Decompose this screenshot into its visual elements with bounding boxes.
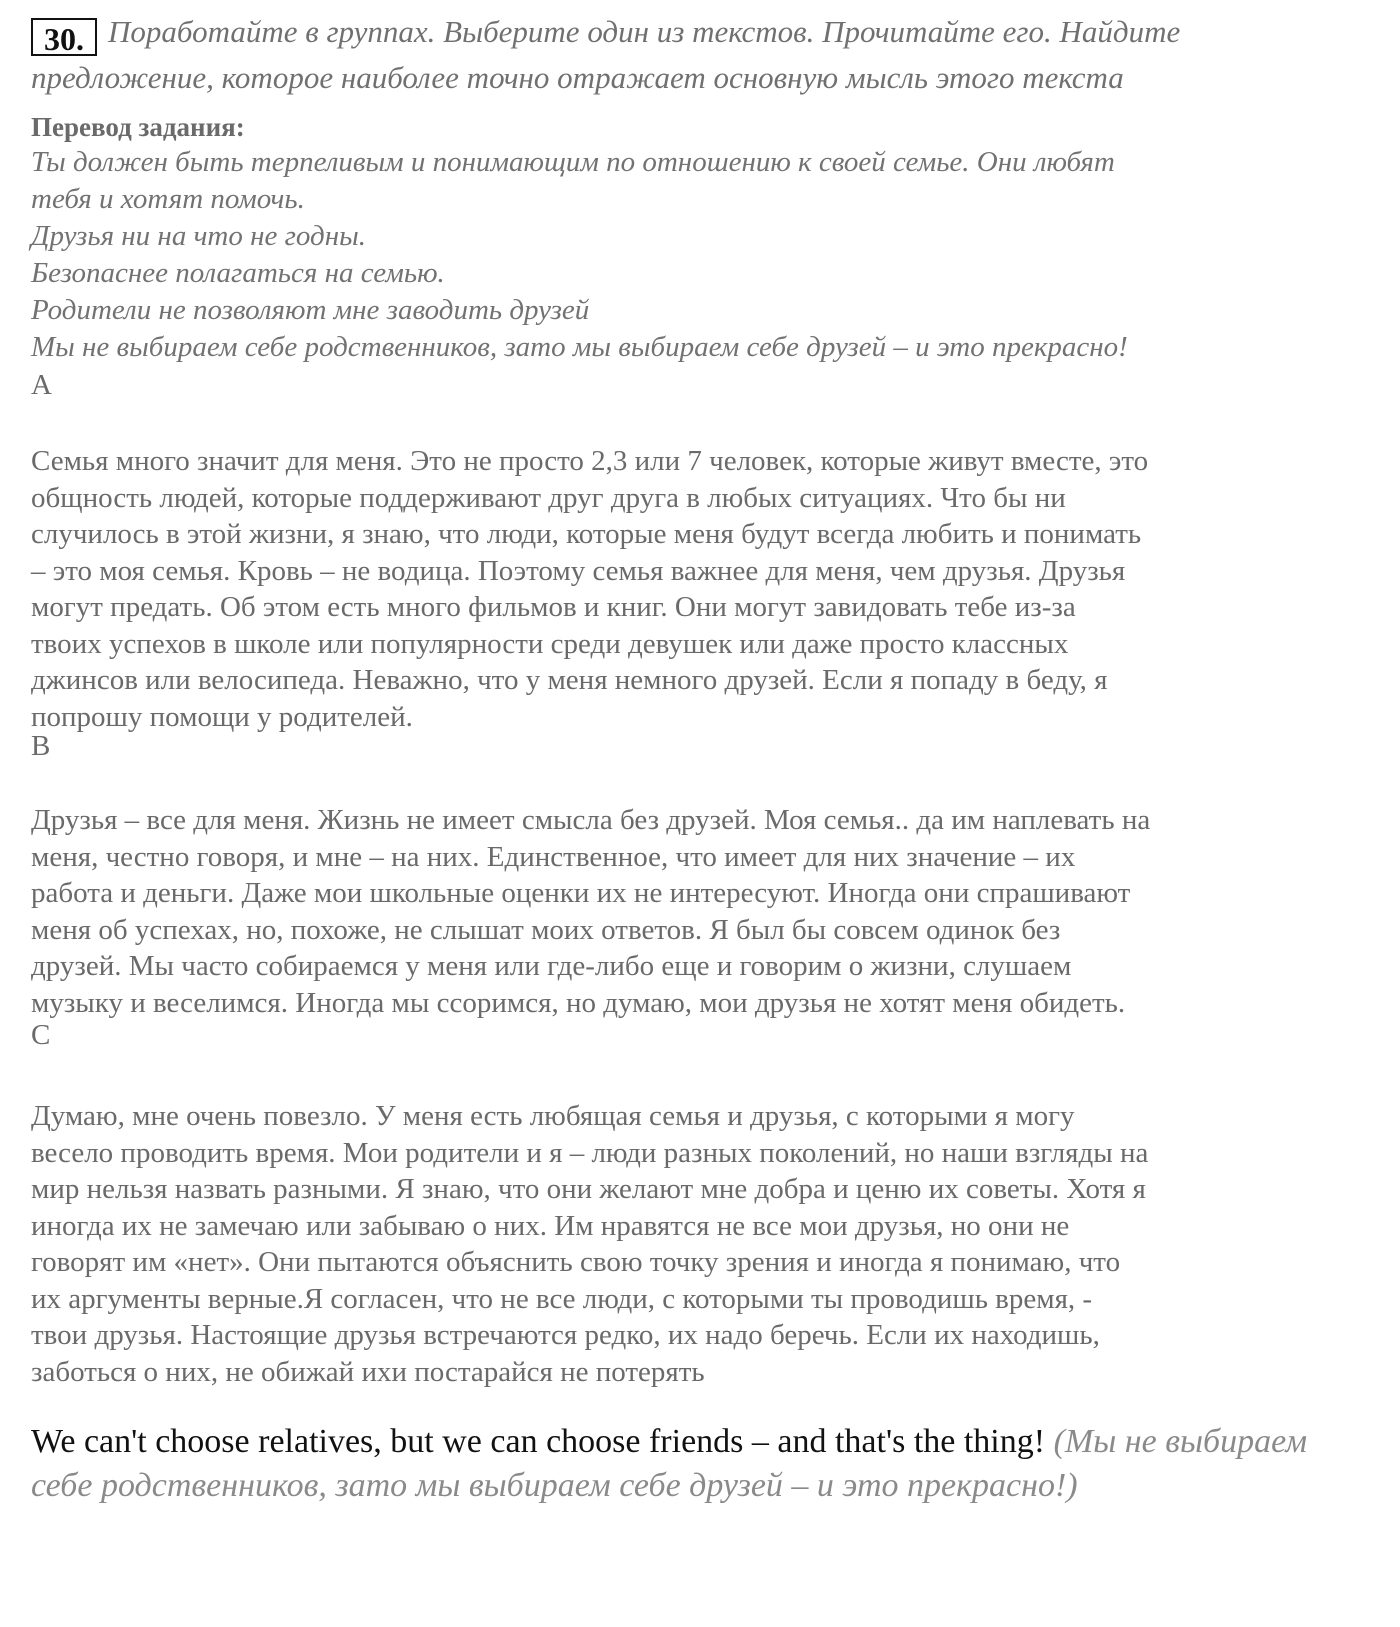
paragraph-line: иногда их не замечаю или забываю о них. Им нравятся не все мои друзья, но они не bbox=[31, 1209, 1070, 1242]
paragraph-line: говорят им «нет». Они пытаются объяснить свою точку зрения и иногда я понимаю, что bbox=[31, 1246, 1121, 1278]
paragraph-line: меня об успехах, но, похоже, не слышат моих ответов. Я был бы совсем одинок без bbox=[31, 913, 1061, 946]
text-letter-a: A bbox=[31, 369, 52, 401]
paragraph-line: друзей. Мы часто собираемся у меня или где-либо еще и говорим о жизни, слушаем bbox=[31, 950, 1072, 982]
text-a-paragraph bbox=[31, 443, 1148, 735]
paragraph-line: работа и деньги. Даже мои школьные оценки их не интересуют. Иногда они спрашивают bbox=[31, 877, 1131, 909]
text-b-paragraph bbox=[31, 802, 1150, 1021]
paragraph-line: общность людей, которые поддерживают друг друга в любых ситуациях. Что бы ни bbox=[31, 481, 1066, 514]
paragraph-line: Думаю, мне очень повезло. У меня есть любящая семья и друзья, с которыми я могу bbox=[31, 1100, 1075, 1132]
translation-line: Друзья ни на что не годны. bbox=[31, 220, 366, 252]
paragraph-line: музыку и веселимся. Иногда мы ссоримся, но думаю, мои друзья не хотят меня обидеть. bbox=[31, 986, 1126, 1019]
translation-list bbox=[31, 144, 1128, 366]
task-number-box: 30. bbox=[31, 18, 97, 56]
paragraph-line: их аргументы верные.Я согласен, что не все люди, с которыми ты проводишь время, - bbox=[31, 1282, 1093, 1315]
paragraph-line: – это моя семья. Кровь – не водица. Поэтому семья важнее для меня, чем друзья. Друзья bbox=[31, 554, 1126, 587]
translation-heading: Перевод задания: bbox=[31, 112, 245, 142]
paragraph-line: твоих успехов в школе или популярности среди девушек или даже просто классных bbox=[31, 627, 1069, 660]
paragraph-line: случилось в этой жизни, я знаю, что люди, которые меня будут всегда любить и понимать bbox=[31, 518, 1142, 550]
paragraph-line: Друзья – все для меня. Жизнь не имеет смысла без друзей. Моя семья.. да им наплевать на bbox=[31, 804, 1151, 836]
translation-line: Безопаснее полагаться на семью. bbox=[31, 257, 445, 289]
paragraph-line: весело проводить время. Мои родители и я – люди разных поколений, но наши взгляды на bbox=[31, 1136, 1149, 1169]
paragraph-line: Семья много значит для меня. Это не просто 2,3 или 7 человек, которые живут вместе, это bbox=[31, 445, 1149, 477]
text-letter-b: B bbox=[31, 730, 51, 762]
paragraph-line: попрошу помощи у родителей. bbox=[31, 700, 413, 733]
paragraph-line: твои друзья. Настоящие друзья встречаются редко, их надо беречь. Если их находишь, bbox=[31, 1319, 1100, 1351]
paragraph-line: джинсов или велосипеда. Неважно, что у меня немного друзей. Если я попаду в беду, я bbox=[31, 664, 1108, 696]
answer-block bbox=[31, 1420, 1331, 1508]
translation-line: тебя и хотят помочь. bbox=[31, 183, 305, 215]
task-instruction-line-1: Поработайте в группах. Выберите один из текстов. Прочитайте его. Найдите bbox=[108, 14, 1181, 49]
answer-english: We can't choose relatives, but we can choose friends – and that's the thing! bbox=[31, 1423, 1054, 1460]
text-letter-c: C bbox=[31, 1019, 51, 1051]
translation-line: Мы не выбираем себе родственников, зато мы выбираем себе друзей – и это прекрасно! bbox=[31, 331, 1128, 363]
translation-line: Ты должен быть терпеливым и понимающим по отношению к своей семье. Они любят bbox=[31, 146, 1115, 178]
answer-russian: (Мы не выбираем себе родственников, зато мы выбираем себе друзей – и это прекрасно!) bbox=[31, 1423, 1308, 1504]
paragraph-line: меня, честно говоря, и мне – на них. Единственное, что имеет для них значение – их bbox=[31, 840, 1076, 873]
paragraph-line: могут предать. Об этом есть много фильмов и книг. Они могут завидовать тебе из-за bbox=[31, 591, 1076, 623]
translation-line: Родители не позволяют мне заводить друзей bbox=[31, 294, 590, 326]
text-c-paragraph bbox=[31, 1098, 1148, 1390]
task-instruction-line-2: предложение, которое наиболее точно отражает основную мысль этого текста bbox=[31, 60, 1124, 95]
paragraph-line: заботься о них, не обижай ихи постарайся не потерять bbox=[31, 1355, 705, 1388]
paragraph-line: мир нельзя назвать разными. Я знаю, что они желают мне добра и ценю их советы. Хотя я bbox=[31, 1173, 1146, 1205]
